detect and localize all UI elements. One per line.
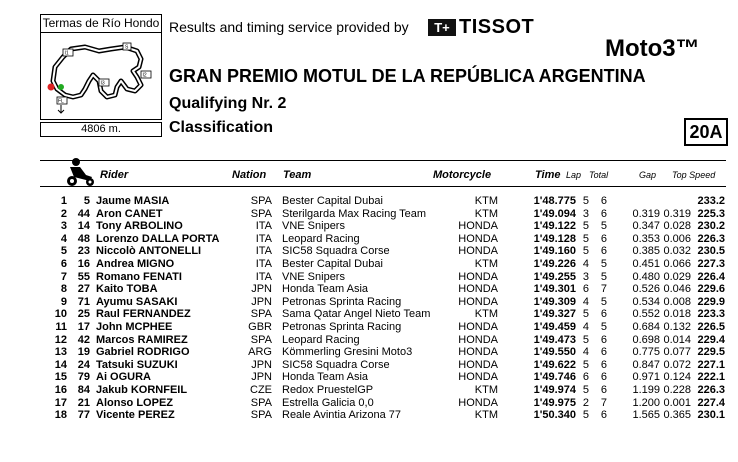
col-gap: Gap — [639, 170, 657, 180]
tissot-logo — [428, 17, 534, 37]
gap-to-first: 0.347 — [632, 220, 660, 233]
gap-to-previous: 0.006 — [663, 232, 691, 245]
nation: SPA — [250, 409, 272, 422]
gap-to-previous: 0.014 — [663, 333, 691, 346]
rider-number: 17 — [77, 320, 90, 333]
table-row — [40, 346, 730, 359]
rider-number: 71 — [77, 295, 90, 308]
lap-time: 1'49.974 — [533, 383, 576, 396]
motorcycle: HONDA — [458, 396, 498, 409]
top-speed: 227.1 — [697, 358, 725, 371]
best-lap: 5 — [582, 308, 589, 321]
svg-text:FL: FL — [58, 98, 64, 105]
circuit-map — [40, 31, 162, 120]
col-lap: Lap — [566, 170, 582, 180]
total-laps: 6 — [600, 207, 607, 220]
table-row — [40, 245, 730, 258]
total-laps: 5 — [600, 270, 607, 283]
team: VNE Snipers — [282, 270, 345, 283]
header-rule-bottom — [40, 186, 726, 187]
gap-to-first: 0.552 — [632, 308, 660, 321]
position: 17 — [54, 396, 67, 409]
position: 8 — [60, 283, 67, 296]
lap-time: 1'49.226 — [533, 257, 576, 270]
position: 3 — [60, 220, 67, 233]
rider-name: Ai OGURA — [96, 371, 151, 384]
total-laps: 5 — [600, 320, 607, 333]
nation: CZE — [250, 383, 272, 396]
top-speed: 229.5 — [697, 346, 725, 359]
lap-time: 1'50.340 — [533, 409, 576, 422]
lap-time: 1'49.746 — [533, 371, 576, 384]
motorcycle-rider-icon — [64, 157, 96, 187]
rider-number: 21 — [77, 396, 90, 409]
nation: SPA — [250, 195, 272, 207]
nation: GBR — [248, 320, 272, 333]
top-speed: 222.1 — [697, 371, 725, 384]
table-row — [40, 359, 730, 372]
nation: ITA — [255, 232, 272, 245]
top-speed: 227.3 — [697, 257, 725, 270]
results-table — [40, 195, 730, 422]
total-laps: 5 — [600, 220, 607, 233]
motorcycle: HONDA — [458, 358, 498, 371]
top-speed: 226.4 — [697, 270, 725, 283]
gap-to-previous: 0.077 — [663, 346, 691, 359]
motorcycle: HONDA — [458, 270, 498, 283]
rider-name: Andrea MIGNO — [96, 257, 175, 270]
rider-name: Jaume MASIA — [96, 195, 170, 207]
top-speed: 226.3 — [697, 232, 725, 245]
gap-to-previous: 0.008 — [663, 295, 691, 308]
team: Sterilgarda Max Racing Team — [282, 207, 427, 220]
nation: JPN — [251, 358, 272, 371]
lap-time: 1'49.459 — [533, 320, 576, 333]
rider-name: John MCPHEE — [96, 320, 173, 333]
gap-to-first: 1.565 — [632, 409, 660, 422]
table-row — [40, 208, 730, 221]
tissot-mark-icon: T+ — [428, 19, 456, 36]
table-row — [40, 296, 730, 309]
position: 6 — [60, 257, 67, 270]
best-lap: 4 — [582, 257, 589, 270]
lap-time: 1'49.975 — [533, 396, 576, 409]
gap-to-previous: 0.365 — [663, 409, 691, 422]
gap-to-previous: 0.029 — [663, 270, 691, 283]
team: Petronas Sprinta Racing — [282, 295, 402, 308]
rider-number: 23 — [77, 245, 90, 258]
top-speed: 226.3 — [697, 383, 725, 396]
position: 15 — [54, 371, 67, 384]
lap-time: 1'49.255 — [533, 270, 576, 283]
nation: JPN — [251, 295, 272, 308]
rider-number: 14 — [77, 220, 90, 233]
svg-text:I3: I3 — [100, 80, 105, 87]
team: Reale Avintia Arizona 77 — [282, 409, 402, 422]
nation: ITA — [255, 257, 272, 270]
team: Estrella Galicia 0,0 — [282, 396, 374, 409]
document-type: Classification — [169, 119, 274, 136]
lap-time: 1'49.550 — [533, 346, 576, 359]
motorcycle: HONDA — [458, 295, 498, 308]
gap-to-previous: 0.001 — [663, 396, 691, 409]
rider-name: Lorenzo DALLA PORTA — [96, 232, 220, 245]
svg-text:S: S — [125, 44, 129, 51]
table-row — [40, 195, 730, 208]
lap-time: 1'49.122 — [533, 220, 576, 233]
position: 14 — [54, 358, 67, 371]
lap-time: 1'49.301 — [533, 283, 576, 296]
rider-number: 16 — [77, 257, 90, 270]
circuit-name: Termas de Río Hondo — [40, 14, 162, 33]
col-rider: Rider — [100, 169, 129, 181]
rider-number: 44 — [77, 207, 90, 220]
nation: JPN — [251, 371, 272, 384]
lap-time: 1'49.094 — [533, 207, 576, 220]
position: 4 — [60, 232, 67, 245]
team: Sama Qatar Angel Nieto Team — [282, 308, 431, 321]
top-speed: 226.5 — [697, 320, 725, 333]
best-lap: 5 — [582, 409, 589, 422]
motorcycle: HONDA — [458, 283, 498, 296]
table-row — [40, 258, 730, 271]
nation: ITA — [255, 270, 272, 283]
best-lap: 6 — [582, 283, 589, 296]
total-laps: 6 — [600, 371, 607, 384]
rider-number: 48 — [77, 232, 90, 245]
table-row — [40, 283, 730, 296]
top-speed: 225.3 — [697, 207, 725, 220]
circuit-length: 4806 m. — [40, 122, 162, 137]
motorcycle: KTM — [474, 409, 498, 422]
gap-to-first: 0.451 — [632, 257, 660, 270]
gap-to-first: 0.698 — [632, 333, 660, 346]
table-row — [40, 334, 730, 347]
top-speed: 230.1 — [697, 409, 725, 422]
rider-name: Tony ARBOLINO — [96, 220, 183, 233]
nation: ARG — [248, 346, 272, 359]
event-title: GRAN PREMIO MOTUL DE LA REPÚBLICA ARGENTINA — [169, 66, 646, 86]
gap-to-previous: 0.032 — [663, 245, 691, 258]
position: 10 — [54, 308, 67, 321]
rider-number: 24 — [77, 358, 90, 371]
rider-number: 25 — [77, 308, 90, 321]
position: 2 — [60, 207, 67, 220]
gap-to-previous: 0.028 — [663, 220, 691, 233]
gap-to-previous: 0.124 — [663, 371, 691, 384]
lap-time: 1'48.775 — [533, 195, 576, 207]
team: Bester Capital Dubai — [282, 257, 383, 270]
col-team: Team — [283, 169, 312, 181]
team: Kömmerling Gresini Moto3 — [282, 346, 413, 359]
motorcycle: HONDA — [458, 232, 498, 245]
motorcycle: KTM — [474, 383, 498, 396]
rider-name: Vicente PEREZ — [96, 409, 175, 422]
gap-to-first: 0.971 — [632, 371, 660, 384]
team: SIC58 Squadra Corse — [282, 358, 390, 371]
total-laps: 6 — [600, 409, 607, 422]
team: Bester Capital Dubai — [282, 195, 383, 207]
header-rule-top — [40, 160, 726, 161]
lap-time: 1'49.622 — [533, 358, 576, 371]
motorcycle: KTM — [474, 308, 498, 321]
total-laps: 6 — [600, 245, 607, 258]
best-lap: 5 — [582, 383, 589, 396]
rider-name: Kaito TOBA — [96, 283, 158, 296]
table-row — [40, 384, 730, 397]
category-title: Moto3™ — [605, 35, 700, 62]
rider-number: 84 — [77, 383, 90, 396]
red-dot-icon — [48, 84, 55, 91]
total-laps: 5 — [600, 257, 607, 270]
gap-to-first: 0.319 — [632, 207, 660, 220]
best-lap: 4 — [582, 295, 589, 308]
gap-to-first: 0.775 — [632, 346, 660, 359]
gap-to-first: 1.200 — [632, 396, 660, 409]
lap-time: 1'49.309 — [533, 295, 576, 308]
team: Honda Team Asia — [282, 283, 369, 296]
total-laps: 6 — [600, 383, 607, 396]
position: 12 — [54, 333, 67, 346]
motorcycle: KTM — [474, 207, 498, 220]
motorcycle: HONDA — [458, 320, 498, 333]
top-speed: 233.2 — [697, 195, 725, 207]
best-lap: 5 — [582, 333, 589, 346]
gap-to-previous: 0.319 — [663, 207, 691, 220]
table-row — [40, 271, 730, 284]
green-dot-icon — [58, 84, 64, 90]
lap-time: 1'49.327 — [533, 308, 576, 321]
lap-time: 1'49.160 — [533, 245, 576, 258]
total-laps: 6 — [600, 333, 607, 346]
best-lap: 5 — [582, 220, 589, 233]
rider-name: Aron CANET — [96, 207, 163, 220]
rider-name: Jakub KORNFEIL — [96, 383, 188, 396]
tissot-wordmark: TISSOT — [459, 16, 535, 38]
position: 16 — [54, 383, 67, 396]
best-lap: 5 — [582, 245, 589, 258]
team: VNE Snipers — [282, 220, 345, 233]
motorcycle: HONDA — [458, 220, 498, 233]
col-motorcycle: Motorcycle — [433, 169, 492, 181]
rider-number: 27 — [77, 283, 90, 296]
nation: SPA — [250, 308, 272, 321]
motorcycle: HONDA — [458, 245, 498, 258]
motorcycle: HONDA — [458, 333, 498, 346]
rider-number: 79 — [77, 371, 90, 384]
col-top-speed: Top Speed — [672, 170, 716, 180]
table-row — [40, 371, 730, 384]
gap-to-first: 1.199 — [632, 383, 660, 396]
total-laps: 6 — [600, 232, 607, 245]
position: 9 — [60, 295, 67, 308]
motorcycle: KTM — [474, 195, 498, 207]
session-title: Qualifying Nr. 2 — [169, 95, 287, 112]
nation: ITA — [255, 220, 272, 233]
total-laps: 7 — [600, 396, 607, 409]
team: Petronas Sprinta Racing — [282, 320, 402, 333]
gap-to-previous: 0.046 — [663, 283, 691, 296]
lap-time: 1'49.473 — [533, 333, 576, 346]
timing-provider-text: Results and timing service provided by — [169, 19, 409, 35]
table-row — [40, 220, 730, 233]
rider-number: 19 — [77, 346, 90, 359]
col-nation: Nation — [232, 169, 267, 181]
top-speed: 229.9 — [697, 295, 725, 308]
best-lap: 6 — [582, 371, 589, 384]
rider-name: Marcos RAMIREZ — [96, 333, 188, 346]
nation: SPA — [250, 207, 272, 220]
table-row — [40, 321, 730, 334]
rider-name: Alonso LOPEZ — [96, 396, 173, 409]
rider-number: 42 — [77, 333, 90, 346]
gap-to-first: 0.526 — [632, 283, 660, 296]
best-lap: 4 — [582, 320, 589, 333]
team: Leopard Racing — [282, 333, 360, 346]
gap-to-previous: 0.018 — [663, 308, 691, 321]
rider-name: Tatsuki SUZUKI — [96, 358, 178, 371]
lap-time: 1'49.128 — [533, 232, 576, 245]
col-total: Total — [589, 170, 609, 180]
gap-to-first: 0.353 — [632, 232, 660, 245]
total-laps: 7 — [600, 283, 607, 296]
total-laps: 5 — [600, 295, 607, 308]
document-number: 20A — [684, 118, 728, 146]
nation: SPA — [250, 333, 272, 346]
motorcycle: HONDA — [458, 346, 498, 359]
top-speed: 227.4 — [697, 396, 725, 409]
top-speed: 230.2 — [697, 220, 725, 233]
rider-number: 55 — [77, 270, 90, 283]
team: Redox PruestelGP — [282, 383, 374, 396]
rider-number: 77 — [77, 409, 90, 422]
table-row — [40, 409, 730, 422]
top-speed: 229.6 — [697, 283, 725, 296]
team: Leopard Racing — [282, 232, 360, 245]
rider-name: Ayumu SASAKI — [96, 295, 178, 308]
rider-name: Gabriel RODRIGO — [96, 346, 190, 359]
best-lap: 4 — [582, 346, 589, 359]
gap-to-previous: 0.132 — [663, 320, 691, 333]
rider-name: Raul FERNANDEZ — [96, 308, 191, 321]
gap-to-first: 0.847 — [632, 358, 660, 371]
best-lap: 5 — [582, 195, 589, 207]
position: 7 — [60, 270, 67, 283]
col-time: Time — [535, 169, 561, 181]
position: 11 — [55, 320, 67, 333]
position: 5 — [60, 245, 67, 258]
total-laps: 6 — [600, 346, 607, 359]
gap-to-first: 0.534 — [632, 295, 660, 308]
best-lap: 5 — [582, 232, 589, 245]
rider-name: Niccolò ANTONELLI — [96, 245, 202, 258]
svg-text:I1: I1 — [64, 50, 69, 57]
gap-to-first: 0.385 — [632, 245, 660, 258]
table-row — [40, 233, 730, 246]
rider-number: 5 — [83, 195, 90, 207]
gap-to-previous: 0.066 — [663, 257, 691, 270]
gap-to-first: 0.480 — [632, 270, 660, 283]
gap-to-previous: 0.072 — [663, 358, 691, 371]
gap-to-first: 0.684 — [632, 320, 660, 333]
motorcycle: HONDA — [458, 371, 498, 384]
nation: SPA — [250, 396, 272, 409]
best-lap: 5 — [582, 358, 589, 371]
nation: ITA — [255, 245, 272, 258]
motorcycle: KTM — [474, 257, 498, 270]
position: 13 — [54, 346, 67, 359]
total-laps: 6 — [600, 195, 607, 207]
gap-to-previous: 0.228 — [663, 383, 691, 396]
team: Honda Team Asia — [282, 371, 369, 384]
best-lap: 2 — [582, 396, 589, 409]
top-speed: 230.5 — [697, 245, 725, 258]
position: 1 — [60, 195, 67, 207]
team: SIC58 Squadra Corse — [282, 245, 390, 258]
best-lap: 3 — [582, 270, 589, 283]
table-row — [40, 397, 730, 410]
track-layout-icon — [41, 31, 161, 119]
top-speed: 229.4 — [697, 333, 725, 346]
position: 18 — [54, 409, 67, 422]
table-row — [40, 308, 730, 321]
total-laps: 6 — [600, 358, 607, 371]
best-lap: 3 — [582, 207, 589, 220]
total-laps: 6 — [600, 308, 607, 321]
rider-name: Romano FENATI — [96, 270, 182, 283]
nation: JPN — [251, 283, 272, 296]
svg-text:I2: I2 — [142, 72, 147, 79]
top-speed: 223.3 — [697, 308, 725, 321]
